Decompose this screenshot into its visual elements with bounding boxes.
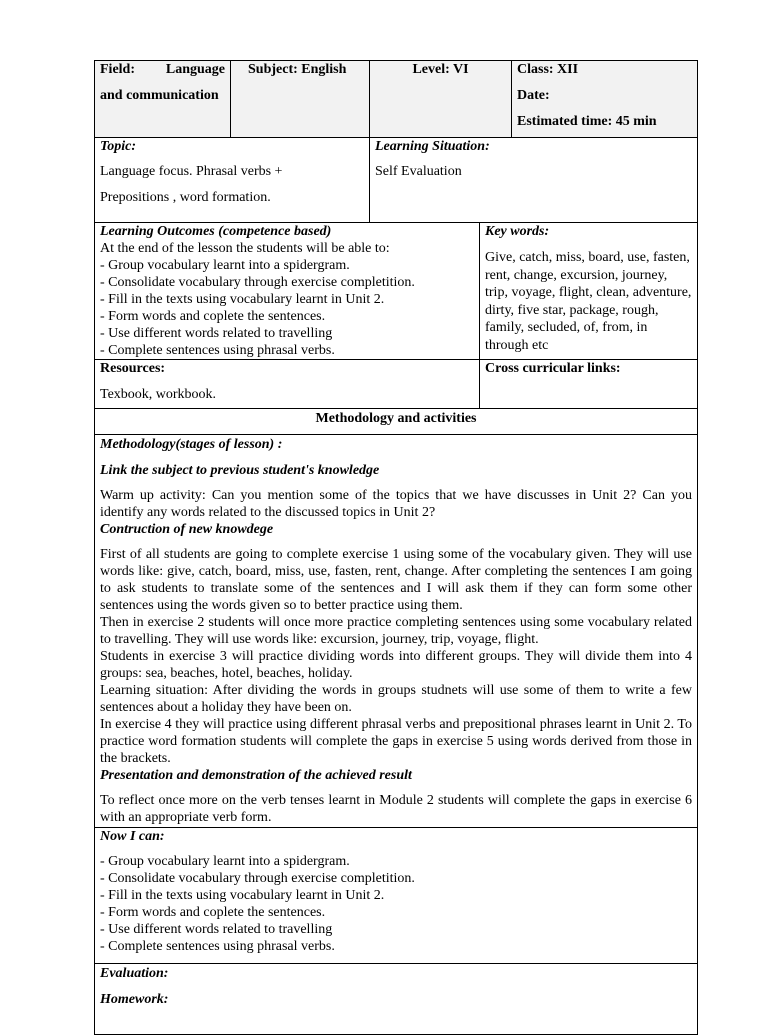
resources-value: Texbook, workbook.	[100, 387, 217, 402]
header-row	[95, 61, 698, 138]
now-i-can-item: - Use different words related to travelling	[100, 922, 333, 937]
learning-outcomes-label: Learning Outcomes (competence based)	[100, 224, 332, 239]
field-cell	[95, 61, 231, 138]
now-i-can-item: - Form words and coplete the sentences.	[100, 905, 326, 920]
methodology-title-row	[95, 409, 698, 435]
outcome-item: - Fill in the texts using vocabulary learnt in Unit 2.	[100, 292, 385, 307]
outcomes-row	[95, 223, 698, 360]
learning-situation-value: Self Evaluation	[375, 164, 462, 179]
homework-label: Homework:	[100, 992, 169, 1007]
now-i-can-item: - Group vocabulary learnt into a spidergram.	[100, 854, 350, 869]
now-i-can-cell	[95, 828, 698, 964]
key-words-cell	[480, 223, 698, 360]
now-i-can-item: - Consolidate vocabulary through exercise completition.	[100, 871, 415, 886]
methodology-paragraph-4: Learning situation: After dividing the words in groups studnets will use some of them to write a few sentences about a holiday they have been on.	[100, 683, 692, 715]
link-knowledge-label: Link the subject to previous student's knowledge	[100, 463, 380, 478]
topic-line-2: Prepositions , word formation.	[100, 190, 271, 205]
construction-label: Contruction of new knowdege	[100, 522, 274, 537]
methodology-row	[95, 435, 698, 828]
learning-outcomes-intro: At the end of the lesson the students will be able to:	[100, 241, 390, 256]
cross-curricular-label: Cross curricular links:	[485, 361, 621, 376]
methodology-paragraph-1: First of all students are going to complete exercise 1 using some of the vocabulary given. They will use words like: give, catch, board, miss, use, fasten, rent, change. After completing the sentences I am going to ask students to translate some of the sentences and I will ask them if they can form some other sentences using the words given so to better practice using them.	[100, 547, 692, 613]
methodology-title: Methodology and activities	[95, 409, 698, 435]
subject-text: Subject: English	[248, 62, 347, 77]
methodology-paragraph-3: Students in exercise 3 will practice dividing words into different groups. They will divide them into 4 groups: sea, beaches, hotel, beaches, holiday.	[100, 649, 692, 681]
outcome-item: - Form words and coplete the sentences.	[100, 309, 326, 324]
outcome-item: - Use different words related to travelling	[100, 326, 333, 341]
topic-label: Topic:	[100, 139, 137, 154]
resources-cell	[95, 360, 480, 409]
resources-label: Resources:	[100, 361, 166, 376]
topic-row	[95, 138, 698, 223]
outcome-item: - Consolidate vocabulary through exercise completition.	[100, 275, 415, 290]
now-i-can-item: - Complete sentences using phrasal verbs.	[100, 939, 335, 954]
now-i-can-item: - Fill in the texts using vocabulary learnt in Unit 2.	[100, 888, 385, 903]
outcome-item: - Group vocabulary learnt into a spidergram.	[100, 258, 350, 273]
lesson-plan-table	[94, 60, 698, 1035]
lesson-plan-sheet	[94, 60, 697, 1035]
key-words-label: Key words:	[485, 224, 550, 239]
date-text: Date:	[517, 88, 550, 103]
estimated-time-text: Estimated time: 45 min	[517, 114, 657, 129]
topic-line-1: Language focus. Phrasal verbs +	[100, 164, 283, 179]
field-label: Field:	[100, 62, 135, 77]
presentation-text: To reflect once more on the verb tenses learnt in Module 2 students will complete the gaps in exercise 6 with an appropriate verb form.	[100, 793, 692, 825]
field-value-language: Language	[165, 62, 225, 77]
warm-up-text: Warm up activity: Can you mention some of the topics that we have discusses in Unit 2? Can you identify any words related to the discussed topics in Unit 2?	[100, 488, 692, 520]
outcome-item: - Complete sentences using phrasal verbs.	[100, 343, 335, 358]
methodology-paragraph-5: In exercise 4 they will practice using different phrasal verbs and prepositional phrases learnt in Unit 2. To practice word formation students will complete the gaps in exercise 5 using words derived from those in the brackets.	[100, 717, 692, 766]
methodology-paragraph-2: Then in exercise 2 students will once more practice completing sentences using some vocabulary related to travelling. They will use words like: excursion, journey, trip, voyage, flight.	[100, 615, 692, 647]
topic-cell	[95, 138, 370, 223]
class-cell	[512, 61, 698, 138]
key-words-text: Give, catch, miss, board, use, fasten, rent, change, excursion, journey, trip, voyage, flight, clean, adventure, dirty, five star, package, rough, family, secluded, of, from, in through etc	[485, 250, 692, 353]
learning-situation-label: Learning Situation:	[375, 139, 490, 154]
field-value-communication: and communication	[100, 88, 219, 103]
now-i-can-label: Now I can:	[100, 829, 165, 844]
learning-outcomes-cell	[95, 223, 480, 360]
subject-cell	[231, 61, 370, 138]
class-text: Class: XII	[517, 62, 579, 77]
methodology-stages-label: Methodology(stages of lesson) :	[100, 437, 283, 452]
methodology-cell	[95, 435, 698, 828]
cross-curricular-cell	[480, 360, 698, 409]
evaluation-label: Evaluation:	[100, 966, 169, 981]
now-i-can-row	[95, 828, 698, 964]
resources-row	[95, 360, 698, 409]
presentation-label: Presentation and demonstration of the achieved result	[100, 768, 412, 783]
learning-situation-cell	[370, 138, 698, 223]
level-text: Level: VI	[412, 62, 469, 77]
level-cell	[370, 61, 512, 138]
